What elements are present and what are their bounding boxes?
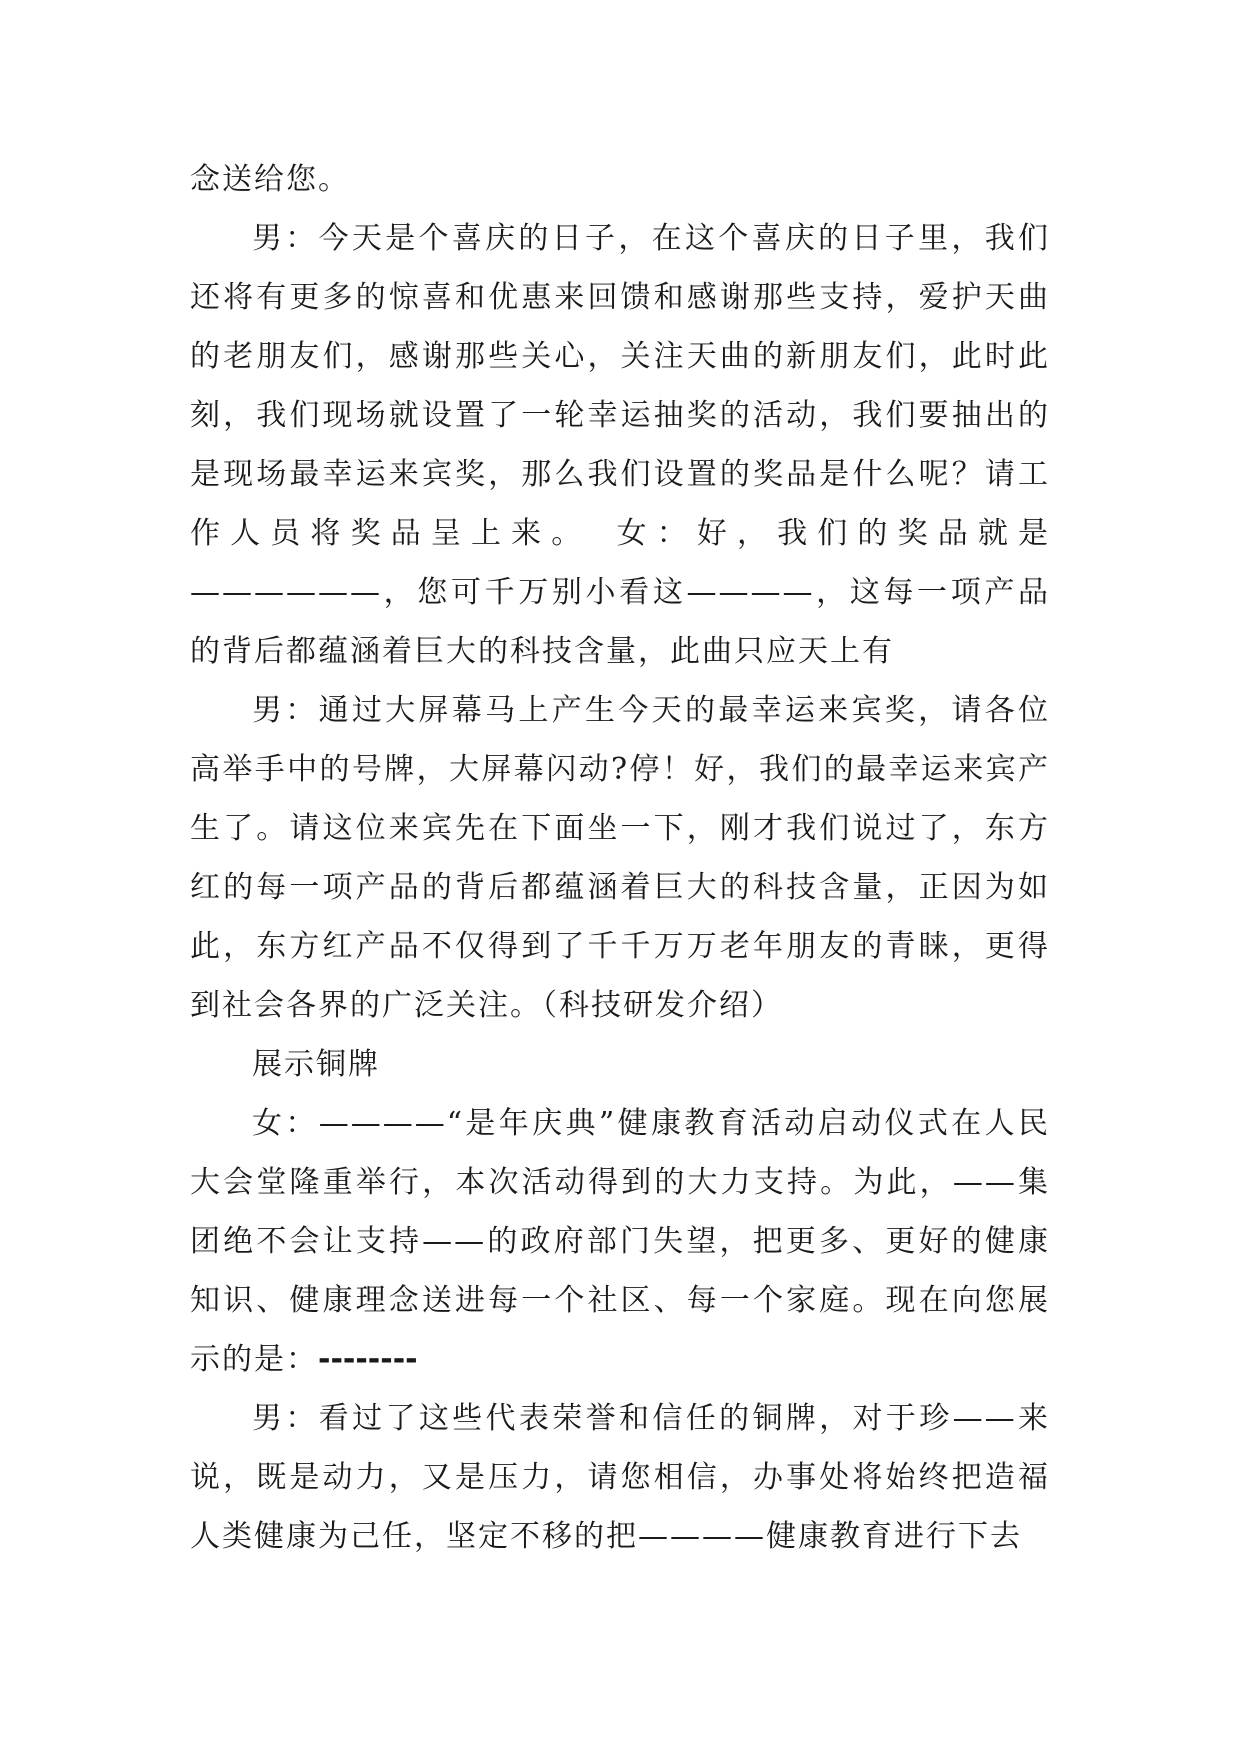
paragraph-male-closing: 男：看过了这些代表荣誉和信任的铜牌，对于珍——来说，既是动力，又是压力，请您相信，办事处将始终把造福人类健康为己任，坚定不移的把————健康教育进行下去 [190,1401,1050,1554]
document-page [190,150,1050,1566]
paragraph-male-winner: 男：通过大屏幕马上产生今天的最幸运来宾奖，请各位高举手中的号牌，大屏幕闪动?停！好，我们的最幸运来宾产生了。请这位来宾先在下面坐一下，刚才我们说过了，东方红的每一项产品的背后都蕴涵着巨大的科技含量，正因为如此，东方红产品不仅得到了千千万万老年朋友的青睐，更得到社会各界的广泛关注。（科技研发介绍） [190,693,1050,1023]
paragraph-female-ceremony-text: 女：————“是年庆典”健康教育活动启动仪式在人民大会堂隆重举行，本次活动得到的大力支持。为此，——集团绝不会让支持——的政府部门失望，把更多、更好的健康知识、健康理念送进每一个社区、每一个家庭。现在向您展示的是： [190,1106,1050,1377]
section-heading-medals: 展示铜牌 [252,1047,380,1082]
paragraph-continuation: 念送给您。 [190,162,350,197]
paragraph-female-ceremony [190,1094,1050,1389]
paragraph-male-lottery: 男：今天是个喜庆的日子，在这个喜庆的日子里，我们还将有更多的惊喜和优惠来回馈和感谢那些支持，爱护天曲的老朋友们，感谢那些关心，关注天曲的新朋友们，此时此刻，我们现场就设置了一轮幸运抽奖的活动，我们要抽出的是现场最幸运来宾奖，那么我们设置的奖品是什么呢？请工作人员将奖品呈上来。 女：好，我们的奖品就是——————，您可千万别小看这————，这每一项产品的背后都蕴涵着巨大的科技含量，此曲只应天上有 [190,221,1050,669]
bold-dashes-placeholder: -------- [318,1342,418,1377]
